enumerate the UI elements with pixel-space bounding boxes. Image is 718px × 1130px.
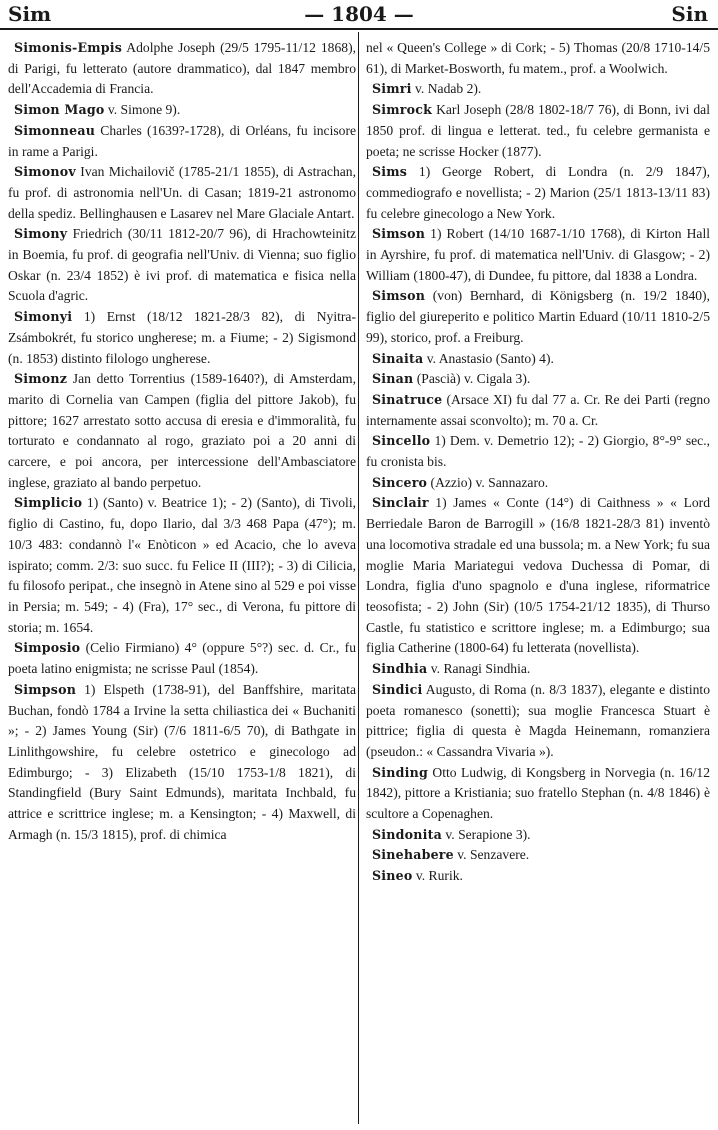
page-header xyxy=(0,0,718,30)
entry-text: v. Ranagi Sindhia. xyxy=(427,661,531,677)
entry-headword: Sinaita xyxy=(372,350,424,366)
entry-headword: Sincero xyxy=(372,474,428,490)
dictionary-entry xyxy=(366,845,710,866)
dictionary-entry xyxy=(8,224,356,307)
page-number: — 1804 — xyxy=(304,2,414,26)
dictionary-entry xyxy=(366,825,710,846)
entry-text: v. Rurik. xyxy=(412,868,463,884)
dictionary-entry xyxy=(366,162,710,224)
entry-headword: Simri xyxy=(372,81,412,97)
dictionary-entry xyxy=(366,38,710,79)
dictionary-entry xyxy=(366,866,710,887)
entry-headword: Simonneau xyxy=(14,122,96,138)
entry-text: 1) James « Conte (14°) di Caithness » « Lord Berriedale Baron de Barrogill » (16/8 1821-28/3 81) inventò una locomotiva stradale ed una bussola; m. a New York; fu sua moglie Maria Mariategui vedova Duchessa di Pomar, di Londra, figlia d'uno spagnolo e d'una inglese, riformatrice teosofista; - 2) John (Sir) (10/5 1754-21/12 1835), di Thurso Castle, fu statistico e scrittore inglese; m. a Edimburgo; sua figlia Catherine (1800-64) fu letterata (novellista). xyxy=(366,495,710,656)
entry-text: Adolphe Joseph (29/5 1795-11/12 1868), di Parigi, fu letterato (autore drammatico), dal 1847 membro dell'Accademia di Francia. xyxy=(8,40,356,97)
entry-text: (Celio Firmiano) 4° (oppure 5°?) sec. d. Cr., fu poeta latino enigmista; ne scrisse Paul (1854). xyxy=(8,640,356,677)
entry-text: (Arsace XI) fu dal 77 a. Cr. Re dei Parti (regno internamente assai sconvolto); m. 70 a. Cr. xyxy=(366,391,710,428)
entry-headword: Simposio xyxy=(14,640,81,656)
dictionary-entry xyxy=(8,307,356,369)
entry-text: v. Serapione 3). xyxy=(441,826,531,842)
dictionary-entry xyxy=(366,680,710,763)
dictionary-entry xyxy=(366,369,710,390)
dictionary-entry xyxy=(366,493,710,659)
dictionary-entry xyxy=(366,286,710,348)
entry-text: 1) Ernst (18/12 1821-28/3 82), di Nyitra-Zsámbokrét, fu storico ungherese; m. a Fiume; - 2) Sigismond (n. 1853) distinto filologo ungherese. xyxy=(8,309,356,366)
left-column xyxy=(8,38,356,845)
entry-text: (Azzio) v. Sannazaro. xyxy=(427,474,549,490)
entry-headword: Sinehabere xyxy=(372,847,454,863)
dictionary-entry xyxy=(366,100,710,162)
header-left-word: Sim xyxy=(8,2,52,26)
entry-headword: Simonov xyxy=(14,164,76,180)
entry-text: (von) Bernhard, di Königsberg (n. 19/2 1840), figlio del giureperito e politico Martin Eduard (10/11 1810-2/5 99), storico, prof. a Freiburg. xyxy=(366,288,710,345)
entry-headword: Simson xyxy=(372,288,426,304)
entry-text: v. Anastasio (Santo) 4). xyxy=(423,350,554,366)
entry-headword: Simonis-Empis xyxy=(14,40,123,55)
entry-text: Otto Ludwig, di Kongsberg in Norvegia (n. 16/12 1842), pittore a Kristiania; suo fratello Stephan (n. 4/8 1846) è scultore a Copenaghen. xyxy=(366,764,710,822)
entry-text: Karl Joseph (28/8 1802-18/7 76), di Bonn, ivi dal 1850 prof. di lingua e letterat. ted., fu celebre germanista e poeta; ne scrisse Hocker (1877). xyxy=(366,102,710,159)
dictionary-entry xyxy=(8,162,356,224)
entry-headword: Simpson xyxy=(14,681,77,697)
entry-headword: Sindhia xyxy=(372,661,428,677)
entry-headword: Simonz xyxy=(14,371,68,387)
entry-headword: Sindici xyxy=(372,681,423,697)
entry-text: Ivan Michailovič (1785-21/1 1855), di Astrachan, fu prof. di astronomia nell'Un. di Casan; 1819-21 astronomo della spediz. Bellinghausen e Lasarev nel Mare Glaciale Antart. xyxy=(8,164,356,221)
dictionary-entry xyxy=(366,224,710,286)
entry-text: 1) (Santo) v. Beatrice 1); - 2) (Santo), di Tivoli, figlio di Castino, fu, dopo Ilario, dal 3/3 468 Papa (47°); m. 10/3 483: condannò l'« Enòticon » ed Acacio, che lo aveva ispirato; comm. 2/3: suo succ. fu Felice II (III?); - 3) di Cilicia, fu filosofo peripat., che insegnò in Atene sino al 529 e poi visse in Persia; m. 549; - 4) (Fra), 17° sec., di Verona, fu pittore di storia; m. 1654. xyxy=(8,495,356,635)
entry-text: Augusto, di Roma (n. 8/3 1837), elegante e distinto poeta romanesco (sonetti); sua moglie Francesca Stuart è pittrice; figlia di questa è Magda Heinemann, romanziera (pseudon.: « Cassandra Vivaria »). xyxy=(366,681,710,759)
entry-text: 1) Elspeth (1738-91), del Banffshire, maritata Buchan, fondò 1784 a Irvine la setta chiliastica dei « Buchaniti »; - 2) James Young (Sir) (7/6 1811-6/5 70), di Bathgate in Linlithgowshire, fu celebre ostetrico e ginecologo ad Edimburgo; - 3) Elizabeth (15/10 1753-1/8 1821), di Standingfield (Bury Saint Edmunds), maritata Inchbald, fu attrice e scrittrice inglese; m. a Kensington; - 4) Maxwell, di Armagh (n. 15/3 1815), prof. di chimica xyxy=(8,681,356,842)
dictionary-entry xyxy=(366,349,710,370)
entry-headword: Simonyi xyxy=(14,309,73,325)
entry-text: Friedrich (30/11 1812-20/7 96), di Hrachowteinitz in Boemia, fu prof. di geografia nell'Univ. di Vienna; suo figlio Oskar (n. 23/4 1852) è ivi prof. di matematica e fisica nella Scuola d'agric. xyxy=(8,226,356,304)
entry-headword: Sinding xyxy=(372,764,428,780)
dictionary-entry xyxy=(366,431,710,472)
entry-text: Jan detto Torrentius (1589-1640?), di Amsterdam, marito di Cornelia van Campen (figlia del pittore Jakob), fu pittore; 1627 arrestato sotto accusa di eresia e d'immoralità, fu torturato e condannato al rogo, graziato poi a 20 anni di carcere, e poi ancora, per intercessione dell'Ambasciatore inglese, graziato al bando perpetuo. xyxy=(8,371,356,490)
dictionary-entry xyxy=(8,369,356,493)
entry-headword: Sindonita xyxy=(372,826,442,842)
dictionary-entry xyxy=(8,38,356,100)
entry-text: 1) Robert (14/10 1687-1/10 1768), di Kirton Hall in Ayrshire, fu prof. di matematica nell'Univ. di Glasgow; - 2) William (1800-47), di Dundee, fu pittore, dal 1838 a Londra. xyxy=(366,226,710,283)
entry-text: 1) Dem. v. Demetrio 12); - 2) Giorgio, 8°-9° sec., fu cronista bis. xyxy=(366,433,710,470)
entry-text: (Pascià) v. Cigala 3). xyxy=(413,371,531,387)
entry-headword: Simson xyxy=(372,226,426,242)
dictionary-entry xyxy=(8,638,356,679)
entry-text: nel « Queen's College » di Cork; - 5) Thomas (20/8 1710-14/5 61), di Market-Bosworth, fu matem., prof. a Woolwich. xyxy=(366,40,710,76)
entry-headword: Sinan xyxy=(372,371,414,387)
dictionary-entry xyxy=(366,659,710,680)
entry-headword: Simrock xyxy=(372,102,433,118)
entry-headword: Sineo xyxy=(372,868,413,884)
entry-text: v. Simone 9). xyxy=(104,102,181,118)
dictionary-entry xyxy=(366,390,710,431)
entry-headword: Sinatruce xyxy=(372,391,443,407)
entry-text: Charles (1639?-1728), di Orléans, fu incisore in rame a Parigi. xyxy=(8,122,356,159)
entry-headword: Simon Mago xyxy=(14,102,105,118)
entry-headword: Simplicio xyxy=(14,495,83,511)
header-right-word: Sin xyxy=(671,2,708,26)
dictionary-entry xyxy=(8,121,356,162)
dictionary-entry xyxy=(8,100,356,121)
column-divider xyxy=(358,32,359,1124)
entry-headword: Sinclair xyxy=(372,495,429,511)
dictionary-entry xyxy=(8,493,356,638)
entry-text: v. Nadab 2). xyxy=(411,81,482,97)
dictionary-entry xyxy=(8,680,356,846)
entry-headword: Sims xyxy=(372,164,408,180)
dictionary-entry xyxy=(366,79,710,100)
entry-headword: Simony xyxy=(14,226,68,242)
dictionary-entry xyxy=(366,473,710,494)
dictionary-entry xyxy=(366,763,710,825)
right-column xyxy=(366,38,710,887)
entry-text: v. Senzavere. xyxy=(453,847,530,863)
entry-headword: Sincello xyxy=(372,433,431,449)
entry-text: 1) George Robert, di Londra (n. 2/9 1847), commediografo e novellista; - 2) Marion (25/1 1813-13/11 83) fu celebre ginecologo a New York. xyxy=(366,164,710,221)
